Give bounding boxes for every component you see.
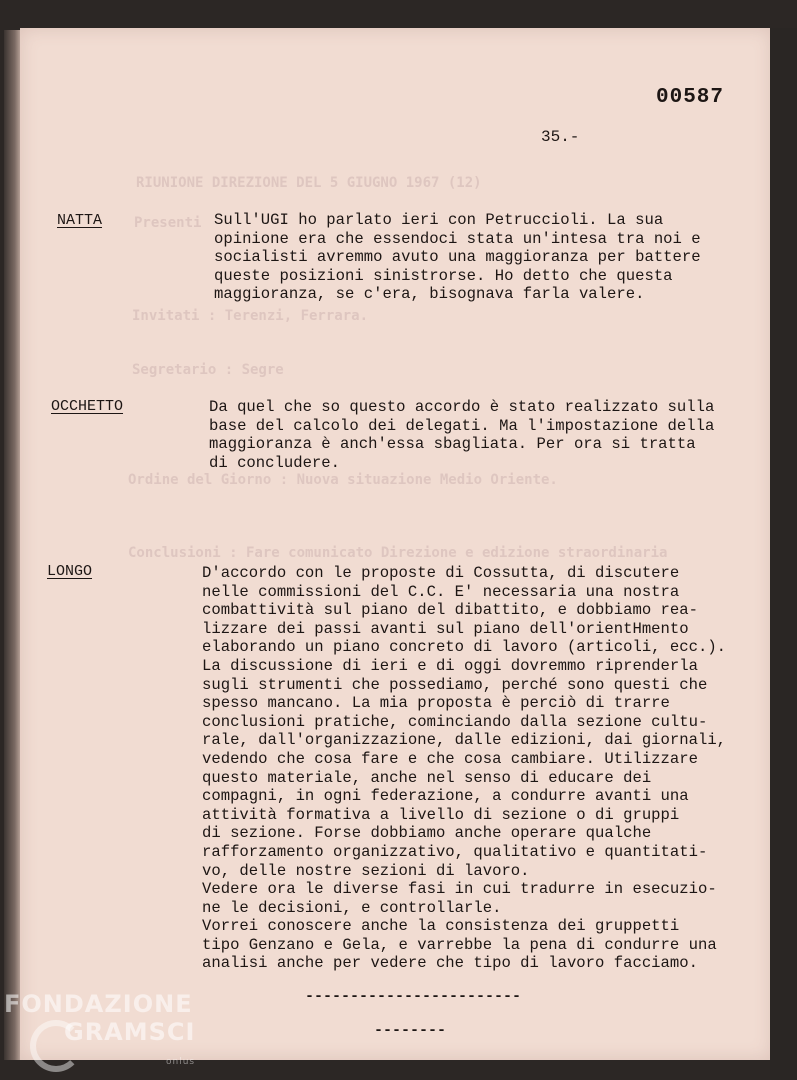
paragraph-longo xyxy=(202,564,726,973)
text-line: compagni, in ogni federazione, a condurre avanti una xyxy=(202,787,689,806)
watermark-logo xyxy=(4,990,196,1067)
text-line: Vorrei conoscere anche la consistenza dei gruppetti xyxy=(202,917,680,936)
text-line: vo, delle nostre sezioni di lavoro. xyxy=(202,861,530,880)
ghost-text-line-3: Invitati : Terenzi, Ferrara. xyxy=(132,308,369,324)
text-line: elaborando un piano concreto di lavoro (articoli, ecc.). xyxy=(202,638,727,657)
text-line: queste posizioni sinistrorse. Ho detto che questa xyxy=(214,266,673,285)
text-line: rafforzamento organizzativo, qualitativo e quantitati- xyxy=(202,842,708,861)
text-line: conclusioni pratiche, cominciando dalla sezione cultu- xyxy=(202,712,708,731)
text-line: base del calcolo dei delegati. Ma l'impostazione della xyxy=(209,416,715,435)
text-line: questo materiale, anche nel senso di educare dei xyxy=(202,768,652,787)
text-line: D'accordo con le proposte di Cossutta, di discutere xyxy=(202,564,680,582)
watermark-line-2: GRAMSCI xyxy=(64,1018,196,1046)
separator-long: ------------------------ xyxy=(305,988,522,1005)
page-right-edge xyxy=(770,28,797,1080)
text-line: sugli strumenti che possediamo, perché sono questi che xyxy=(202,675,708,694)
text-line: Sull'UGI ho parlato ieri con Petruccioli. La sua xyxy=(214,211,664,229)
paragraph-natta xyxy=(214,211,701,304)
watermark-line-3: onlus xyxy=(166,1057,196,1067)
text-line: Da quel che so questo accordo è stato realizzato sulla xyxy=(209,398,715,416)
text-line: di concludere. xyxy=(209,453,341,472)
text-line: maggioranza è anch'essa sbagliata. Per ora si tratta xyxy=(209,435,696,454)
ghost-text-line-2: Presenti xyxy=(134,215,202,231)
speaker-occhetto: OCCHETTO xyxy=(51,398,124,415)
separator-short: -------- xyxy=(374,1022,447,1039)
text-line: di sezione. Forse dobbiamo anche operare qualche xyxy=(202,824,652,843)
text-line: combattività sul piano del dibattito, e dobbiamo rea- xyxy=(202,601,698,620)
ghost-text-line-6: Conclusioni : Fare comunicato Direzione e edizione straordinaria xyxy=(128,545,668,561)
text-line: lizzare dei passi avanti sul piano dell'orientHmento xyxy=(202,619,689,638)
speaker-natta: NATTA xyxy=(57,212,103,229)
paragraph-occhetto xyxy=(209,398,714,472)
ghost-text-line-5: Ordine del Giorno : Nuova situazione Medio Oriente. xyxy=(128,472,558,488)
ghost-text-line-4: Segretario : Segre xyxy=(132,362,284,378)
text-line: rale, dall'organizzazione, dalle edizioni, dai giornali, xyxy=(202,731,727,750)
text-line: opinione era che essendoci stata un'intesa tra noi e xyxy=(214,229,701,248)
ghost-text-line-1: RIUNIONE DIREZIONE DEL 5 GIUGNO 1967 (12) xyxy=(136,175,482,191)
text-line: ne le decisioni, e controllarle. xyxy=(202,898,502,917)
text-line: nelle commissioni del C.C. E' necessaria una nostra xyxy=(202,582,680,601)
text-line: socialisti avremmo avuto una maggioranza per battere xyxy=(214,248,701,267)
text-line: analisi anche per vedere che tipo di lavoro facciamo. xyxy=(202,954,698,973)
text-line: tipo Genzano e Gela, e varrebbe la pena di condurre una xyxy=(202,935,717,954)
text-line: maggioranza, se c'era, bisognava farla valere. xyxy=(214,285,645,304)
text-line: spesso mancano. La mia proposta è perciò di trarre xyxy=(202,694,670,713)
page-number: 35.- xyxy=(541,128,580,146)
watermark-line-1: FONDAZIONE xyxy=(4,990,193,1018)
document-number: 00587 xyxy=(656,86,725,109)
text-line: attività formativa a livello di sezione o di gruppi xyxy=(202,805,680,824)
text-line: La discussione di ieri e di oggi dovremmo riprenderla xyxy=(202,656,698,675)
text-line: Vedere ora le diverse fasi in cui tradurre in esecuzio- xyxy=(202,880,717,899)
text-line: vedendo che cosa fare e che cosa cambiare. Utilizzare xyxy=(202,749,698,768)
speaker-longo: LONGO xyxy=(47,563,93,580)
